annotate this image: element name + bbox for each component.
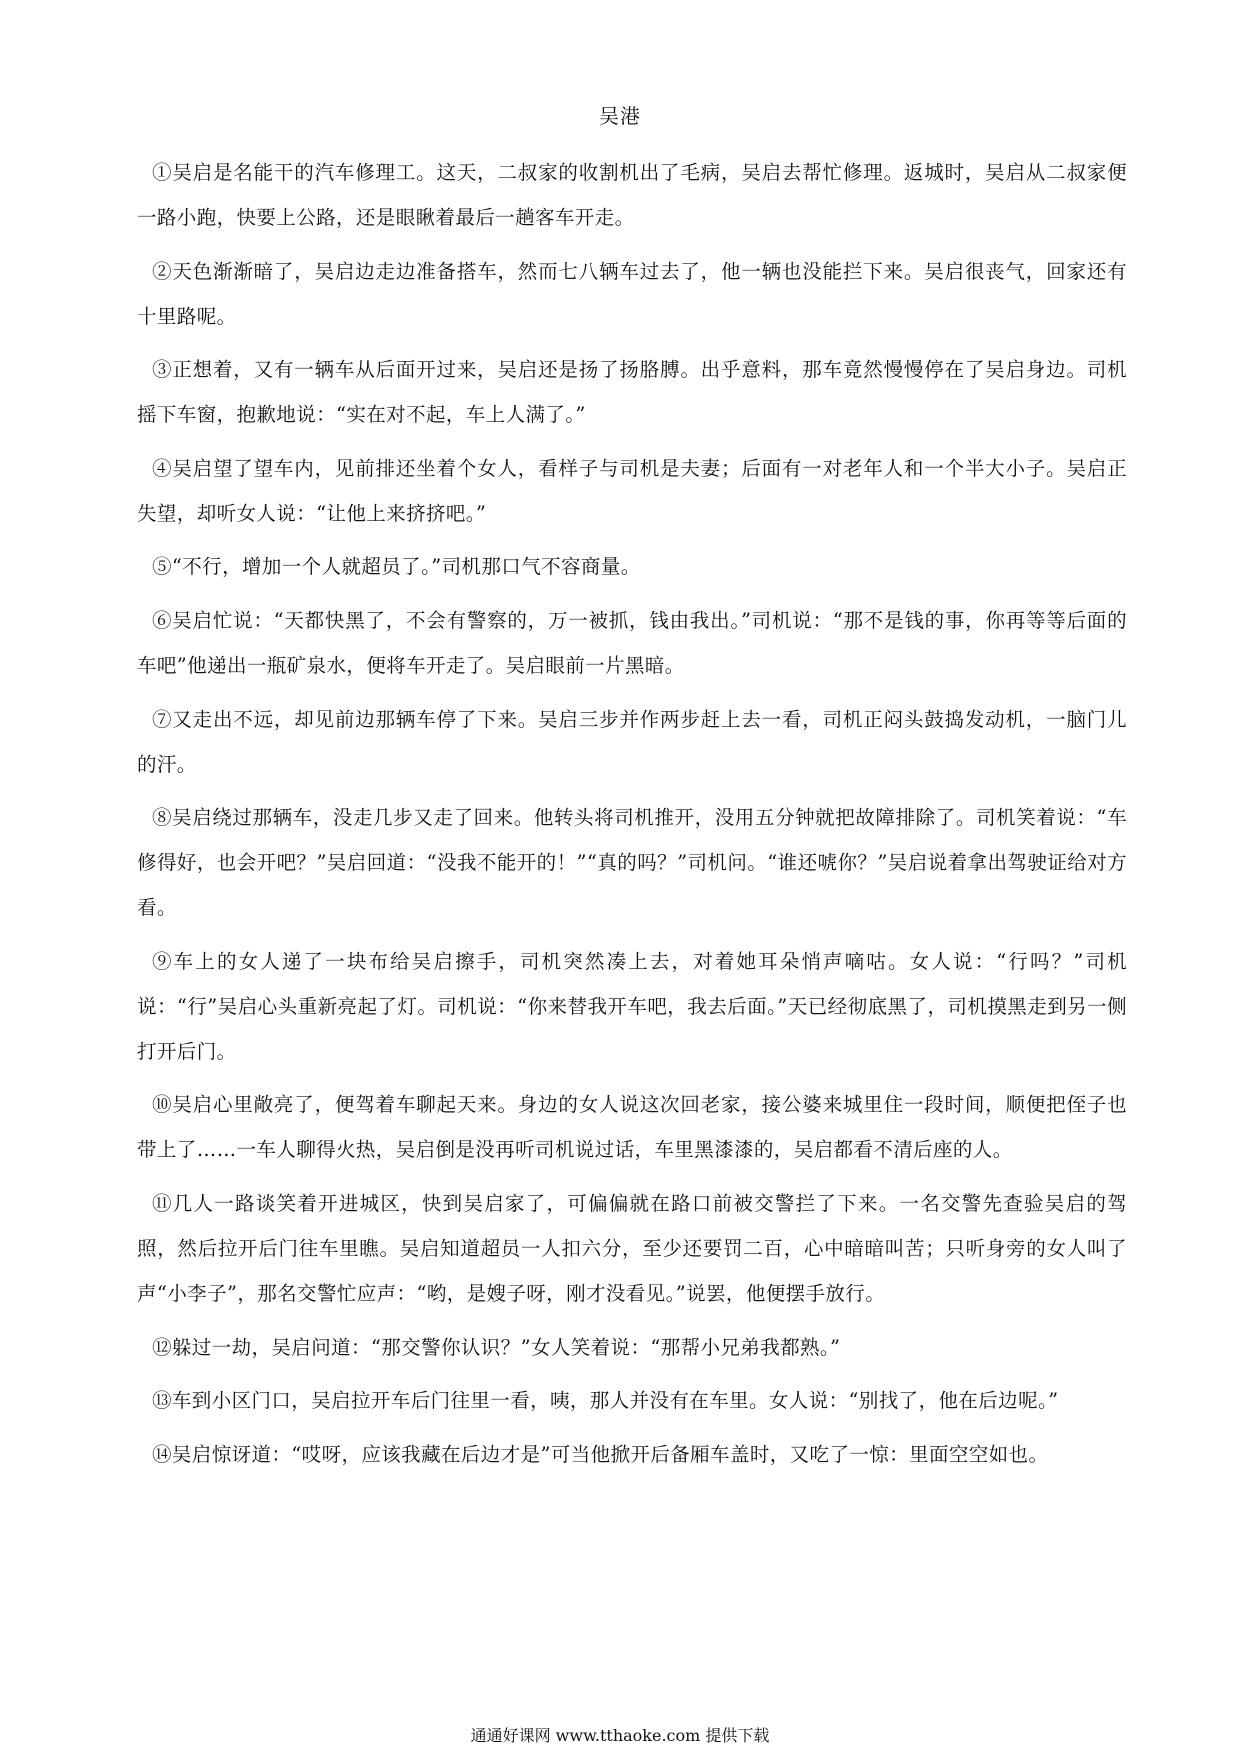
paragraph-4: ④吴启望了望车内，见前排还坐着个女人，看样子与司机是夫妻；后面有一对老年人和一个半大小子。吴启正失望，却听女人说：“让他上来挤挤吧。” bbox=[137, 456, 1127, 525]
paragraph-6: ⑥吴启忙说：“天都快黑了，不会有警察的，万一被抓，钱由我出。”司机说：“那不是钱的事，你再等等后面的车吧”他递出一瓶矿泉水，便将车开走了。吴启眼前一片黑暗。 bbox=[137, 608, 1127, 677]
paragraph-7: ⑦又走出不远，却见前边那辆车停了下来。吴启三步并作两步赶上去一看，司机正闷头鼓捣发动机，一脑门儿的汗。 bbox=[137, 707, 1127, 776]
page-footer: 通通好课网 www.tthaoke.com 提供下载 bbox=[470, 1726, 770, 1745]
paragraph-8: ⑧吴启绕过那辆车，没走几步又走了回来。他转头将司机推开，没用五分钟就把故障排除了。司机笑着说：“车修得好，也会开吧？”吴启回道：“没我不能开的！”“真的吗？”司机问。“谁还唬你？”吴启说着拿出驾驶证给对方看。 bbox=[137, 806, 1127, 920]
paragraph-10: ⑩吴启心里敞亮了，便驾着车聊起天来。身边的女人说这次回老家，接公婆来城里住一段时间，顺便把侄子也带上了……一车人聊得火热，吴启倒是没再听司机说过话，车里黑漆漆的，吴启都看不清后座的人。 bbox=[137, 1093, 1127, 1162]
paragraph-11: ⑪几人一路谈笑着开进城区，快到吴启家了，可偏偏就在路口前被交警拦了下来。一名交警先查验吴启的驾照，然后拉开后门往车里瞧。吴启知道超员一人扣六分，至少还要罚二百，心中暗暗叫苦；只听身旁的女人叫了声“小李子”，那名交警忙应声：“哟，是嫂子呀，刚才没看见。”说罢，他便摆手放行。 bbox=[137, 1191, 1127, 1305]
paragraph-3: ③正想着，又有一辆车从后面开过来，吴启还是扬了扬胳膊。出乎意料，那车竟然慢慢停在了吴启身边。司机摇下车窗，抱歉地说：“实在对不起，车上人满了。” bbox=[137, 358, 1127, 427]
paragraph-14: ⑭吴启惊讶道：“哎呀，应该我藏在后边才是”可当他掀开后备厢车盖时，又吃了一惊：里面空空如也。 bbox=[152, 1442, 1049, 1466]
paragraph-9: ⑨车上的女人递了一块布给吴启擦手，司机突然凑上去，对着她耳朵悄声嘀咕。女人说：“行吗？”司机说：“行”吴启心头重新亮起了灯。司机说：“你来替我开车吧，我去后面。”天已经彻底黑了，司机摸黑走到另一侧打开后门。 bbox=[137, 949, 1127, 1063]
story-body bbox=[137, 150, 1127, 1485]
paragraph-2: ②天色渐渐暗了，吴启边走边准备搭车，然而七八辆车过去了，他一辆也没能拦下来。吴启很丧气，回家还有十里路呢。 bbox=[137, 259, 1127, 328]
page-title: 吴港 bbox=[599, 104, 641, 128]
paragraph-5: ⑤“不行，增加一个人就超员了。”司机那口气不容商量。 bbox=[152, 555, 641, 579]
paragraph-1: ①吴启是名能干的汽车修理工。这天，二叔家的收割机出了毛病，吴启去帮忙修理。返城时，吴启从二叔家便一路小跑，快要上公路，还是眼瞅着最后一趟客车开走。 bbox=[137, 161, 1127, 229]
paragraph-12: ⑫躲过一劫，吴启问道：“那交警你认识？”女人笑着说：“那帮小兄弟我都熟。” bbox=[152, 1335, 841, 1359]
paragraph-13: ⑬车到小区门口，吴启拉开车后门往里一看，咦，那人并没有在车里。女人说：“别找了，他在后边呢。” bbox=[152, 1389, 1059, 1413]
